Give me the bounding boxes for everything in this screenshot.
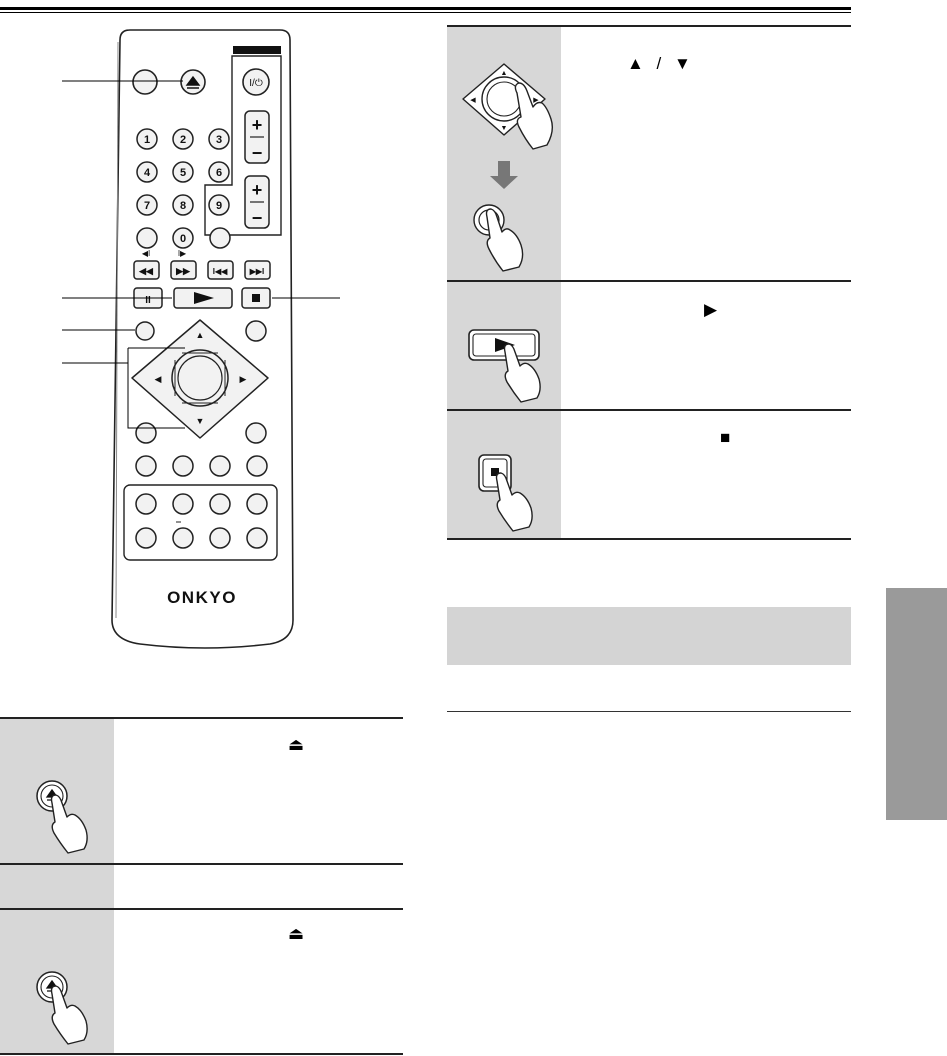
- svg-text:−: −: [251, 208, 263, 228]
- svg-text:◀I: ◀I: [141, 249, 151, 258]
- svg-text:▲: ▲: [500, 70, 508, 77]
- select-arrows-symbol: ▲ / ▼: [627, 54, 695, 73]
- svg-text:−: −: [251, 143, 263, 163]
- svg-text:▶: ▶: [239, 374, 247, 384]
- svg-text:◀: ◀: [470, 97, 476, 104]
- svg-text:◀◀: ◀◀: [139, 266, 153, 276]
- note-heading-band: [447, 607, 851, 665]
- right-table-bottom-rule: [447, 538, 851, 540]
- svg-text:▼: ▼: [500, 125, 508, 132]
- svg-text:I◀◀: I◀◀: [212, 267, 228, 276]
- svg-text:+: +: [251, 180, 263, 200]
- play-symbol: ▶: [704, 300, 718, 319]
- play-button-press-illustration: [447, 282, 561, 409]
- svg-text:8: 8: [179, 200, 187, 212]
- svg-text:6: 6: [215, 167, 223, 179]
- eject-symbol: ⏏: [288, 924, 305, 943]
- remote-brand-logo: ONKYO: [167, 588, 237, 607]
- svg-text:7: 7: [143, 200, 151, 212]
- header-rule-thin: [0, 12, 851, 13]
- note-bottom-rule: [447, 711, 851, 712]
- step-insert-cell: [0, 865, 114, 908]
- svg-text:I/⏻: I/⏻: [249, 78, 263, 89]
- svg-text:I▶: I▶: [177, 249, 187, 258]
- svg-text:5: 5: [179, 167, 187, 179]
- svg-text:▶: ▶: [533, 97, 539, 104]
- stop-symbol: ■: [720, 428, 731, 447]
- dpad-press-illustration: [447, 27, 561, 280]
- svg-text:▼: ▼: [195, 416, 205, 426]
- svg-text:▶▶I: ▶▶I: [249, 267, 265, 276]
- remote-control-illustration: [0, 20, 420, 660]
- svg-text:▲: ▲: [195, 330, 205, 340]
- svg-text:9: 9: [215, 200, 223, 212]
- open-button-press-illustration: [0, 719, 114, 863]
- svg-text:0: 0: [179, 233, 187, 245]
- svg-text:1: 1: [143, 134, 151, 146]
- stop-button-press-illustration: [447, 411, 561, 538]
- svg-text:4: 4: [143, 167, 151, 179]
- svg-text:+: +: [251, 115, 263, 135]
- section-thumb-tab: [886, 588, 947, 820]
- header-rule-thick: [0, 7, 851, 10]
- eject-symbol: ⏏: [288, 735, 305, 754]
- svg-text:◀: ◀: [154, 374, 162, 384]
- svg-text:3: 3: [215, 134, 223, 146]
- svg-text:II: II: [145, 295, 151, 306]
- svg-text:▶▶: ▶▶: [176, 266, 190, 276]
- close-button-press-illustration: [0, 910, 114, 1054]
- svg-text:2: 2: [179, 134, 187, 146]
